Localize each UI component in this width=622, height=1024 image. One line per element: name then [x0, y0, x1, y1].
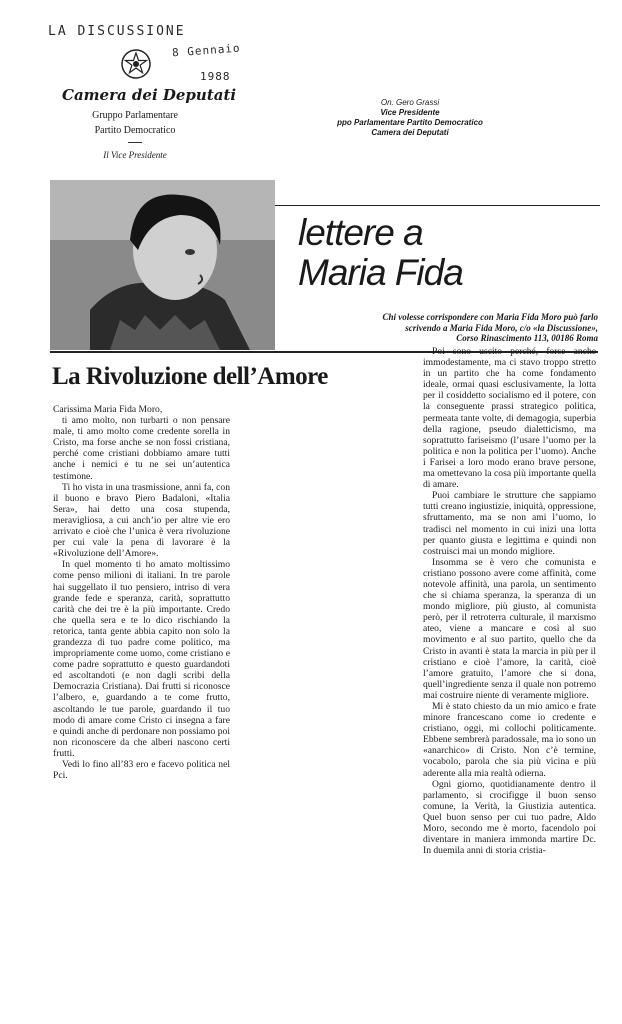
handwritten-source: LA DISCUSSIONE: [48, 24, 186, 39]
contact-line-2: scrivendo a Maria Fida Moro, c/o «la Discussione»,: [405, 322, 598, 333]
author-portrait: [50, 180, 275, 350]
contact-line-3: Corso Rinascimento 113, 00186 Roma: [456, 333, 598, 343]
recipient-line-2: Vice Presidente: [380, 108, 440, 117]
paragraph: Ogni giorno, quotidianamente dentro il parlamento, si crocifigge il buon senso comune, la Verità, la Giustizia autentica. Quel buon senso per cui tuo padre, Aldo Moro, secondo me è morto, facendolo poi diventare in maniera immonda martire Dc. In duemila anni di storia cristia-: [423, 778, 596, 857]
banner-title-line-1: lettere a: [298, 212, 423, 253]
banner-title-line-2: Maria Fida: [298, 252, 463, 293]
paragraph: In quel momento ti ho amato moltissimo come penso milioni di italiani. In tre parole hai suggellato il tuo pensiero, intriso di vera grande fede e speranza, carità, soprattutto carità che dei tre è la più importante. Credo che quella sera e te lo dico rischiando la retorica, tanta gente abbia capito non solo la grandezza di tuo padre come politico, ma impropriamente come uomo, come cristiano e come padre soprattutto e questo guardandoti ed ascoltandoti (e non dagli scribi della Democrazia Cristiana). Dai frutti si riconosce l’albero, e, guardando a te come frutto, ascoltando le tue parole, guardando il tuo modo di amare come Cristo ci insegna a fare e quindi anche di perdonare non possiamo poi non riconoscere da che alberi nascono certi frutti.: [53, 559, 230, 759]
article-left-column: [53, 404, 230, 788]
group-line-1: Gruppo Parlamentare: [92, 110, 178, 121]
paragraph: Carissima Maria Fida Moro,: [53, 404, 163, 415]
paragraph: Mi è stato chiesto da un mio amico e frate minore francescano come io credente e cristiano, oggi, mi collochi politicamente. Ebbene sembrerà paradossale, ma io sono un «anarchico» di Cristo. Non c’è termine, vocabolo, parola che sia più vicina e più aderente alla mia realtà odierna.: [423, 701, 596, 779]
article-right-column: [423, 346, 596, 857]
paragraph: Puoi cambiare le strutture che sappiamo tutti creano ingiustizie, iniquità, oppressione, sfruttamento, ma se non ami l’uomo, lo tradisci nel momento in cui inizi una lotta per quanto giusta e legittima e quindi non costruisci mai un mondo migliore.: [423, 490, 596, 557]
paragraph: Poi sono uscito perché, forse anche immodestamente, ma ci stavo troppo stretto in un partito che ha come fondamento ideale, ormai quasi esclusivamente, la lotta per il cosiddetto socialismo ed il potere, con la conseguente prassi strategico politica, permeata tante volte, di demagogia, superbia della ragione, pseudo dialetticismo, ma soprattutto fariseismo (l’usare l’uomo per la politica e non la politica per l’uomo). Anche i Farisei a loro modo erano brave persone, ma omettevano la cosa più importante quella di amare.: [423, 346, 596, 491]
recipient-line-1: On. Gero Grassi: [380, 98, 440, 107]
paragraph: Insomma se è vero che comunista e cristiano possono avere come affinità, come notevole affinità, una parola, un sentimento che si chiama speranza, la speranza di un mondo migliore, più giusto, al comunista però, per il retroterra culturale, il marxismo ateo, viene a mancare e così al suo movimento e al suo partito, quello che da Cristo in avanti è stata la marcia in più per il cristiano e cioè l’amore, la carità, cioè l’amore gratuito, l’amore che si dona, quell’ingrediente senza il quale non potremo mai costruire niente di veramente migliore.: [423, 556, 596, 701]
emblem-icon: [120, 48, 152, 80]
handwritten-date-day: 8 Gennaio: [171, 41, 241, 60]
recipient-line-3: ppo Parlamentare Partito Democratico: [337, 118, 483, 127]
recipient-address: [325, 98, 495, 138]
article-headline: La Rivoluzione dell’Amore: [52, 363, 328, 390]
handwritten-date-year: 1988: [200, 70, 231, 83]
letterhead-divider: [128, 142, 142, 143]
paragraph: Ti ho vista in una trasmissione, anni fa, con il buono e bravo Piero Badaloni, «Italia Sera», hai detto una cosa stupenda, meravigliosa, a cui anch’io per altre vie ero arrivato e cioè che l’unica è vera rivoluzione per cui vale la pena di lavorare è la «Rivoluzione dell’Amore».: [53, 481, 230, 560]
recipient-line-4: Camera dei Deputati: [371, 128, 449, 137]
institution-name: Camera dei Deputati: [62, 86, 237, 104]
banner-rule: [275, 205, 600, 206]
role-line: Il Vice Presidente: [103, 150, 167, 160]
banner-contact-info: [300, 312, 598, 344]
paragraph: Vedi lo fino all’83 ero e facevo politica nel Pci.: [53, 759, 230, 782]
group-line-2: Partito Democratico: [94, 125, 176, 136]
contact-line-1: Chi volesse corrispondere con Maria Fida Moro può farlo: [382, 312, 598, 322]
paragraph: ti amo molto, non turbarti o non pensare male, ti amo molto come credente sorella in Cristo, ma forse anche se non fossi cristiana, perché come cristiani dobbiamo amare tutti anche i nemici e tu ne sei un’autentica testimone.: [53, 415, 230, 482]
